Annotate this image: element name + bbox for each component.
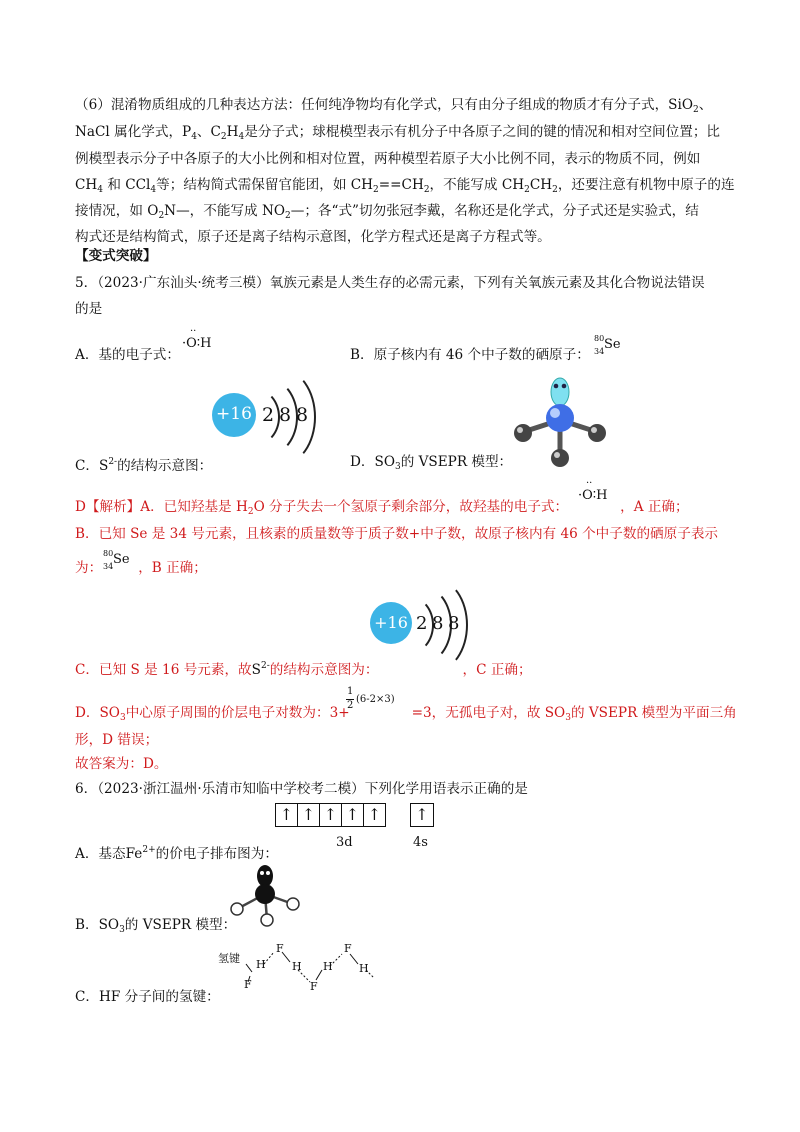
shell-count-1: 2 xyxy=(262,404,275,426)
shell-count-1: 2 xyxy=(416,613,428,634)
theory-line-1: （6）混淆物质组成的几种表达方法：任何纯净物均有化学式，只有由分子组成的物质才有分子式，SiO$_2$、 xyxy=(75,97,713,115)
q5-stem-line-2: 的是 xyxy=(75,301,103,317)
orbital-box: ↑ xyxy=(342,804,364,826)
answer5-nuclide xyxy=(103,549,133,577)
q5-b-nuclide xyxy=(594,334,624,362)
lone-pair-dots: ·· xyxy=(190,326,197,337)
element-symbol: Se xyxy=(604,337,621,352)
theory-line-6: 构式还是结构简式，原子还是离子结构示意图，化学方程式还是离子方程式等。 xyxy=(75,229,551,245)
q6-a-orbital-diagram xyxy=(275,803,445,855)
formula-text: ·O∶H xyxy=(182,336,212,351)
theory-line-2: NaCl 属化学式，$P_4$、$C_2H_4$是分子式；球棍模型表示有机分子中各原子之间的键的情况和相对空间位置；比 xyxy=(75,124,721,142)
atom-h-4: H xyxy=(359,962,369,975)
orbital-box: ↑ xyxy=(276,804,298,826)
answer5-ion-diagram xyxy=(370,578,470,668)
formula-text: ·O∶H xyxy=(578,488,608,503)
fraction-denominator: 2 xyxy=(347,700,354,711)
q6-stem: 6．（2023·浙江温州·乐清市知临中学校考二模）下列化学用语表示正确的是 xyxy=(75,781,528,797)
fraction-numerator: 1 xyxy=(347,686,354,697)
label-4s: 4s xyxy=(413,835,428,850)
atomic-number: 34 xyxy=(594,347,605,356)
theory-line-5: 接情况，如 $O_2N—$，不能写成 $NO_2—$；各“式”切勿张冠李戴，名称还是化学式，分子式还是实验式，结 xyxy=(75,203,699,221)
q5-option-d: D．$SO_3$的 VSEPR 模型： xyxy=(350,454,513,472)
element-symbol: Se xyxy=(113,552,130,567)
orbital-box: ↑ xyxy=(298,804,320,826)
shell-count-2: 8 xyxy=(432,613,444,634)
shell-count-2: 8 xyxy=(279,404,292,426)
answer5-line-3: 为： ，B 正确； xyxy=(75,560,207,576)
section-heading: 【变式突破】 xyxy=(75,248,157,264)
q6-option-b: B．$SO_3$的 VSEPR 模型： xyxy=(75,917,237,935)
orbital-4s-box: ↑ xyxy=(410,803,434,827)
q5-option-b: B．原子核内有 46 个中子数的硒原子： xyxy=(350,347,590,363)
atom-f-2: F xyxy=(276,942,284,955)
lone-pair-dots: ·· xyxy=(586,478,593,489)
atom-f-1: F xyxy=(244,978,252,991)
answer5-line-5: D．$SO_3$中心原子周围的价层电子对数为：3+ =3，无孤电子对，故 $SO_3$的 VSEPR 模型为平面三角 xyxy=(75,705,737,723)
orbital-box: ↑ xyxy=(367,805,382,824)
mass-number: 80 xyxy=(103,549,114,558)
label-3d: 3d xyxy=(336,835,353,850)
theory-line-3: 例模型表示分子中各原子的大小比例和相对位置，两种模型若原子大小比例不同，表示的物质不同，例如 xyxy=(75,151,701,167)
q6-c-hbond-diagram xyxy=(218,942,388,997)
atom-f-3: F xyxy=(310,980,318,993)
theory-line-4: $CH_4$ 和 CCl$_4$等；结构简式需保留官能团，如 $CH_2==CH_2$，不能写成 $CH_2CH_2$，还要注意有机物中原子的连 xyxy=(75,177,735,195)
shell-count-3: 8 xyxy=(296,404,309,426)
q5-d-vsepr-model xyxy=(505,370,615,470)
orbital-box: ↑ xyxy=(320,804,342,826)
orbital-3d-boxes xyxy=(275,803,386,827)
q5-c-ion-diagram xyxy=(212,368,312,468)
q6-option-c: C．HF 分子间的氢键： xyxy=(75,989,220,1005)
answer5-line-2: B．已知 Se 是 34 号元素，且核素的质量数等于质子数+中子数，故原子核内有 46 个中子数的硒原子表示 xyxy=(75,526,719,542)
answer5-line-7: 故答案为：D。 xyxy=(75,756,168,772)
mass-number: 80 xyxy=(594,334,605,343)
answer5-line-6: 形，D 错误； xyxy=(75,732,159,748)
nucleus-charge: +16 xyxy=(374,613,408,632)
atom-h-2: H xyxy=(292,960,302,973)
atomic-number: 34 xyxy=(103,562,114,571)
atom-h-3: H xyxy=(323,960,333,973)
q5-stem-line-1: 5．（2023·广东汕头·统考三模）氧族元素是人类生存的必需元素，下列有关氧族元素及其化合物说法错误 xyxy=(75,275,705,291)
atom-h-1: H xyxy=(256,958,266,971)
atom-f-4: F xyxy=(344,942,352,955)
answer5-line-1: D【解析】A．已知羟基是 $H_2O$ 分子失去一个氢原子剩余部分，故羟基的电子式： ，A 正确； xyxy=(75,499,689,517)
answer5-fraction xyxy=(346,686,410,720)
q5-option-a: A．基的电子式： xyxy=(75,347,180,363)
hbond-label: 氢键 xyxy=(218,952,240,965)
answer5-line-4: C．已知 S 是 16 号元素，故$S^{2-}$的结构示意图为： ，C 正确； xyxy=(75,661,532,678)
fraction-expression: (6-2×3) xyxy=(356,694,395,705)
nucleus-charge: +16 xyxy=(216,404,252,424)
shell-count-3: 8 xyxy=(448,613,460,634)
q5-option-c: C．$S^{2-}$的结构示意图： xyxy=(75,457,213,474)
q6-b-vsepr-model xyxy=(225,862,305,928)
q6-option-a: A．基态$Fe^{2+}$的价电子排布图为： xyxy=(75,845,278,862)
